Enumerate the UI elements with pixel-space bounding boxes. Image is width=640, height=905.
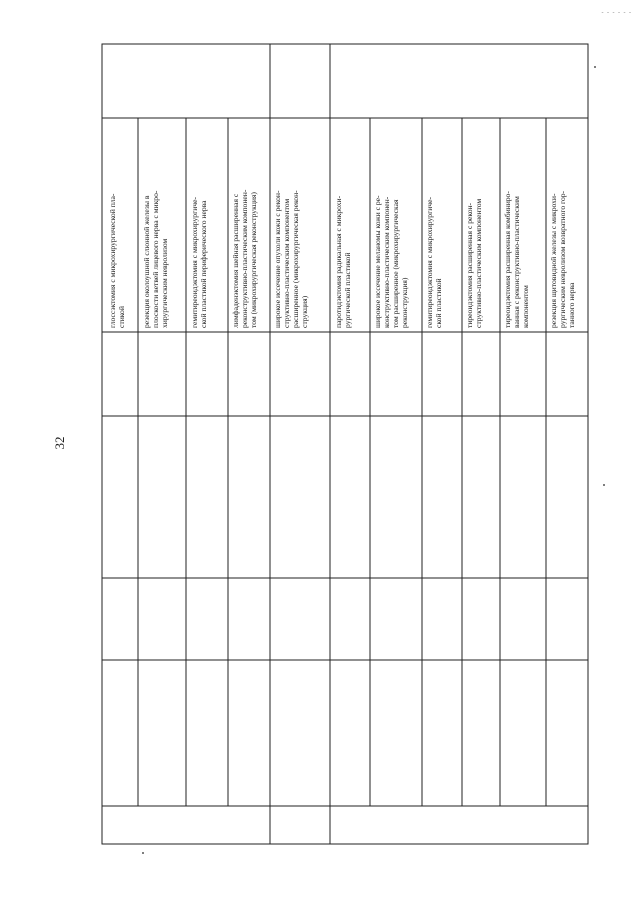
table-row: резекция щитовидной железы с микрохи- рургическим невролизом возвратного гор- танного нерва bbox=[549, 190, 576, 328]
table-row: глоссэктомия с микрохирургической пла- стикой bbox=[108, 193, 126, 328]
table-row: паротидэктомия радикальная с микрохи- рургической пластикой bbox=[334, 195, 352, 328]
table-row: гемитиреоидэктомия с микрохирургиче- ской пластикой bbox=[425, 197, 443, 328]
page-number: 32 bbox=[52, 436, 67, 450]
table-row: гемитиреоидэктомия с микрохирургиче- ской пластикой периферического нерва bbox=[190, 197, 208, 328]
table-row: лимфаденэктомия шейная расширенная с реконструктивно-пластическим компонен- том (микрохирургическая реконструкция) bbox=[231, 189, 258, 328]
table-row: широкое иссечение меланомы кожи с ре- конструктивно-пластическим компонен- том расширенное (микрохирургическая реконструкция) bbox=[373, 195, 409, 328]
table-row: широкое иссечение опухоли кожи с рекон- структивно-пластическим компонентом расширенное (микрохирургическая рекон- струкция) bbox=[273, 190, 309, 328]
table-row: тиреоидэктомия расширенная с рекон- структивно-пластическим компонентом bbox=[465, 198, 483, 328]
scan-speck bbox=[603, 484, 605, 486]
scan-speck bbox=[142, 852, 144, 854]
scan-corner-mark: - - - - - - bbox=[601, 10, 632, 16]
scan-speck bbox=[594, 66, 596, 68]
table-row: резекция околоушной слюнной железы в плоскости ветвей лицевого нерва с микро- хирургическим невролизом bbox=[142, 190, 169, 328]
table-row: тиреоидэктомия расширенная комбиниро- ванная с реконструктивно-пластическим компонентом bbox=[503, 191, 530, 328]
